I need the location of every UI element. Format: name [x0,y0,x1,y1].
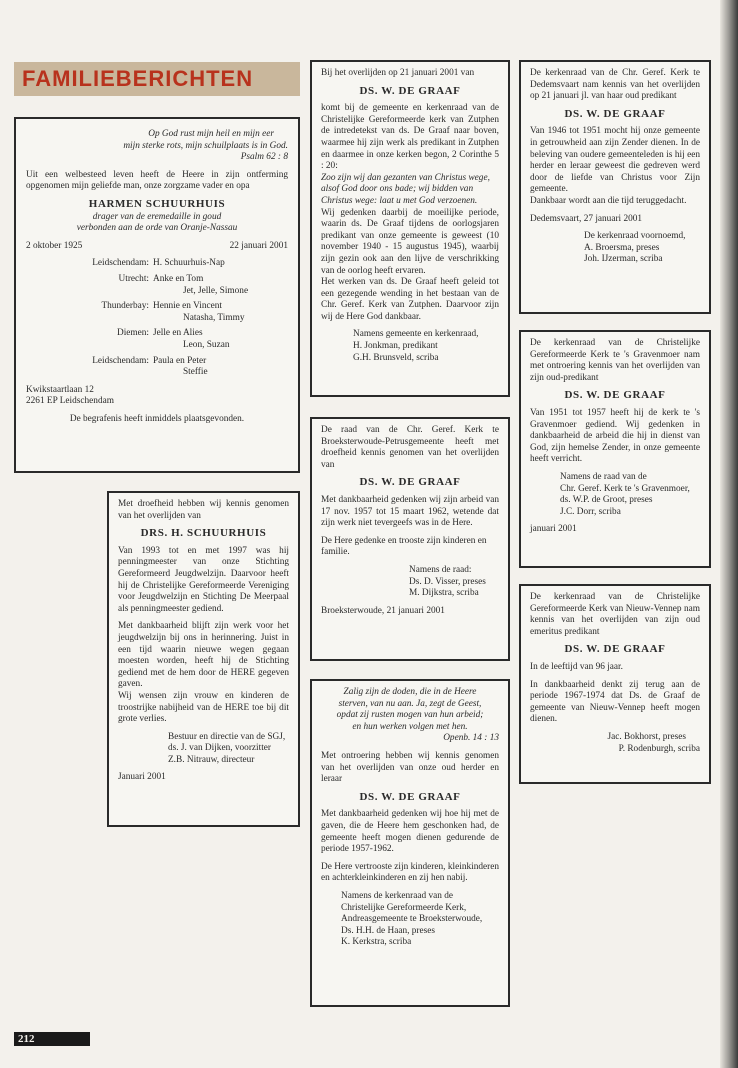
signature-line: H. Jonkman, predikant [353,341,438,352]
quote-line: opdat zij rusten mogen van hun arbeid; [336,710,484,721]
family-row [26,274,288,286]
signature-line: ds. J. van Dijken, voorzitter [168,743,272,754]
family-names: Steffie [183,367,208,378]
body-paragraph: Met dankbaarheid gedenken wij zijn arbeid van 17 nov. 1957 tot 15 maart 1962, wetende dat zijn werk niet tevergeefs was in de Here. [321,494,499,529]
family-place: Leidschendam: [92,258,149,269]
quote-reference: Psalm 62 : 8 [240,152,288,163]
signature-line: P. Rodenburgh, scriba [618,743,700,754]
announcement-broeksterwoude-petrus [310,417,510,661]
family-place: Leidschendam: [92,355,149,366]
signature-line: Joh. IJzerman, scriba [584,254,663,265]
family-names: Paula en Peter [153,355,207,366]
family-place: Diemen: [116,328,149,339]
announcement-drs-schuurhuis [107,491,300,827]
signature-line: Andreasgemeente te Broeksterwoude, [341,914,483,925]
body-paragraph: Wij gedenken daarbij de moeilijke periode, waarin ds. De Graaf tijdens de oorlogsjaren predikant van onze gemeente is geweest (10 november 1940 - 15 augustus 1945), waarbij zijn gezin ook aan den lijve de verschrikking van de oorlog heeft ervaren. [321,207,499,276]
signature-line: A. Broersma, preses [584,242,660,253]
signature-line: M. Dijkstra, scriba [409,588,479,599]
signature-line: Bestuur en directie van de SGJ, [168,731,286,742]
signature-line: Christelijke Gereformeerde Kerk, [341,902,467,913]
signature-line: K. Kerkstra, scriba [341,937,412,948]
signature-block [118,732,289,767]
intro-text: Met droefheid hebben wij kennis genomen van het overlijden van [118,499,289,521]
body-paragraph: Van 1951 tot 1957 heeft hij de kerk te 's Gravenmoer gediend. Wij gedenken in dankbaarheid de arbeid die hij in dienst van God, zijn hemelse Zender, in onze gemeente heeft verricht. [530,407,700,465]
family-row [26,367,288,379]
signature-block [321,891,499,949]
intro-text: Met ontroering hebben wij kennis genomen van het overlijden van onze oud herder en leraar [321,750,499,785]
deceased-name: DRS. H. SCHUURHUIS [140,527,267,540]
footer-text: De begrafenis heeft inmiddels plaatsgevonden. [69,413,245,424]
quote-line: mijn sterke rots, mijn schuilplaats is in God. [123,140,288,151]
intro-text: De kerkenraad van de Chr. Geref. Kerk te Dedemsvaart nam kennis van het overlijden op 21 januari jl. van haar oud predikant [530,68,700,102]
intro-text: De kerkenraad van de Christelijke Gereformeerde Kerk van Nieuw-Vennep nam kennis van het overlijden van zijn oud emeritus predikant [530,592,700,637]
announcement-nieuw-vennep [519,584,711,784]
body-paragraph: Van 1993 tot en met 1997 was hij penningmeester van onze Stichting Gereformeerd Jeugdwelzijn. Daarvoor heeft hij de Christelijke Gereformeerde Vereniging voor Jeugdwelzijn en Stichting De Meerpaal als penningmeester gediend. [118,545,289,614]
family-row [26,258,288,270]
family-row [26,313,288,325]
signature-block [530,732,700,755]
intro-text: Uit een welbesteed leven heeft de Heere in zijn ontferming opgenomen mijn geliefde man, onze zorgzame vader en opa [26,169,288,192]
body-paragraph: komt bij de gemeente en kerkenraad van de Christelijke Gereformeerde kerk van Zutphen de intredetekst van ds. De Graaf naar boven, waarmee hij zijn werk als predikant in Zutphen en daarmee in onze kerken begon, 2 Corinthe 5 : 20: [321,103,499,172]
birth-date: 2 oktober 1925 [26,240,83,251]
signature-line: Jac. Bokhorst, preses [607,731,686,742]
date-line: Dedemsvaart, 27 januari 2001 [530,213,643,224]
deceased-name: DS. W. DE GRAAF [564,107,666,120]
death-date: 22 januari 2001 [229,240,288,251]
family-names: Leon, Suzan [183,339,230,350]
family-row [26,286,288,298]
family-place: Thunderbay: [101,301,149,312]
family-row [26,328,288,340]
signature-block [530,472,700,518]
family-row [26,301,288,313]
announcement-dedemsvaart [519,60,711,314]
deceased-name: DS. W. DE GRAAF [564,389,666,402]
signature-block [321,329,499,364]
body-paragraph: De Here gedenke en trooste zijn kinderen en familie. [321,535,487,558]
signature-block [321,565,499,600]
announcement-zutphen [310,60,510,397]
body-paragraph: Wij wensen zijn vrouw en kinderen de troostrijke nabijheid van de HERE toe bij dit grote verlies. [118,690,289,725]
address-line: 2261 EP Leidschendam [26,396,114,407]
family-names: H. Schuurhuis-Nap [153,258,225,269]
body-paragraph: In de leeftijd van 96 jaar. [530,661,623,672]
page-number: 212 [14,1032,90,1046]
subtitle-line: verbonden aan de orde van Oranje-Nassau [76,223,238,234]
date-line: januari 2001 [530,524,577,535]
signature-line: Namens de kerkenraad van de [341,890,454,901]
page-title: FAMILIEBERICHTEN [22,66,254,91]
signature-line: Ds. D. Visser, preses [409,576,486,587]
announcement-broeksterwoude-andreas [310,679,510,1007]
quote-line: sterven, van nu aan. Ja, zegt de Geest, [338,698,482,709]
signature-line: J.C. Dorr, scriba [560,506,621,517]
intro-text: De kerkenraad van de Christelijke Gereformeerde Kerk te 's Gravenmoer nam met ontroering kennis van het overlijden van zijn oud-predikant [530,338,700,383]
subtitle-line: drager van de eremedaille in goud [92,211,222,222]
intro-text: De raad van de Chr. Geref. Kerk te Broeksterwoude-Petrusgemeente heeft met droefheid kennis genomen van het overlijden van [321,425,499,470]
quote-line: Op God rust mijn heil en mijn eer [148,129,274,139]
scripture-quote [321,687,499,733]
deceased-name: DS. W. DE GRAAF [564,643,666,656]
family-row [26,356,288,368]
deceased-name: DS. W. DE GRAAF [359,790,461,803]
signature-line: G.H. Brunsveld, scriba [353,352,439,363]
quote-line: en hun werken volgen met hen. [352,721,468,732]
signature-block [530,231,700,266]
family-names: Jelle en Alies [153,328,203,339]
deceased-name: DS. W. DE GRAAF [359,476,461,489]
page-edge-shadow [720,0,738,1068]
body-paragraph: Van 1946 tot 1951 mocht hij onze gemeente in getrouwheid aan zijn Zender dienen. In de beleving van oudere gemeenteleden is hij een herder en leraar geweest die gedreven werd door de liefde van Christus voor Zijn gemeente. [530,126,700,195]
family-names: Anke en Tom [153,273,204,284]
deceased-name: DS. W. DE GRAAF [359,84,461,97]
signature-line: Chr. Geref. Kerk te 's Gravenmoer, [560,483,690,494]
quote-reference: Openb. 14 : 13 [443,733,499,744]
family-names: Hennie en Vincent [153,301,222,312]
family-row [26,340,288,352]
body-paragraph: De Here vertrooste zijn kinderen, kleinkinderen en achterkleinkinderen en zij hen nabij. [321,861,499,884]
scripture-quote: Zoo zijn wij dan gezanten van Christus wege, alsof God door ons bade; wij bidden van Christus wege: laat u met God verzoenen. [321,172,490,206]
announcement-harmen-schuurhuis [14,117,300,473]
date-line: Januari 2001 [118,772,166,783]
signature-line: Namens de raad van de [560,471,647,482]
body-paragraph: Het werken van ds. De Graaf heeft geleid tot een gezegende wending in het bestaan van de Chr. Geref. Kerk van Zutphen. Daarvoor zijn wij de Here God dankbaar. [321,277,499,322]
quote-line: Zalig zijn de doden, die in de Heere [343,687,477,697]
life-dates [26,241,288,253]
body-paragraph: Met dankbaarheid blijft zijn werk voor het jeugdwelzijn bij ons in herinnering. Juist in een tijd waarin nieuwe wegen gegaan moesten worden, heeft hij de Stichting gediend met de hem door de HERE gegeven gaven. [118,621,289,690]
date-line: Broeksterwoude, 21 januari 2001 [321,605,445,616]
signature-line: De kerkenraad voornoemd, [584,231,686,242]
intro-text: Bij het overlijden op 21 januari 2001 van [321,68,475,78]
body-paragraph: Met dankbaarheid gedenken wij hoe hij met de gaven, die de Heere hem geschonken had, de gemeente heeft mogen dienen gedurende de periode 1957-1962. [321,809,499,855]
body-paragraph: Dankbaar wordt aan die tijd teruggedacht. [530,195,687,206]
signature-line: ds. W.P. de Groot, preses [560,495,653,506]
signature-line: Ds. H.H. de Haan, preses [341,925,435,936]
signature-line: Namens gemeente en kerkenraad, [353,329,479,340]
signature-line: Z.B. Nitrauw, directeur [168,754,255,765]
family-place: Utrecht: [118,273,149,284]
announcement-gravenmoer [519,330,711,568]
body-paragraph: In dankbaarheid denkt zij terug aan de periode 1967-1974 dat Ds. de Graaf de gemeente van Nieuw-Vennep heeft mogen dienen. [530,679,700,725]
family-names: Jet, Jelle, Simone [183,285,249,296]
signature-line: Namens de raad: [409,564,472,575]
family-names: Natasha, Timmy [183,312,245,323]
address-line: Kwikstaartlaan 12 [26,384,94,395]
deceased-name: HARMEN SCHUURHUIS [88,197,226,210]
